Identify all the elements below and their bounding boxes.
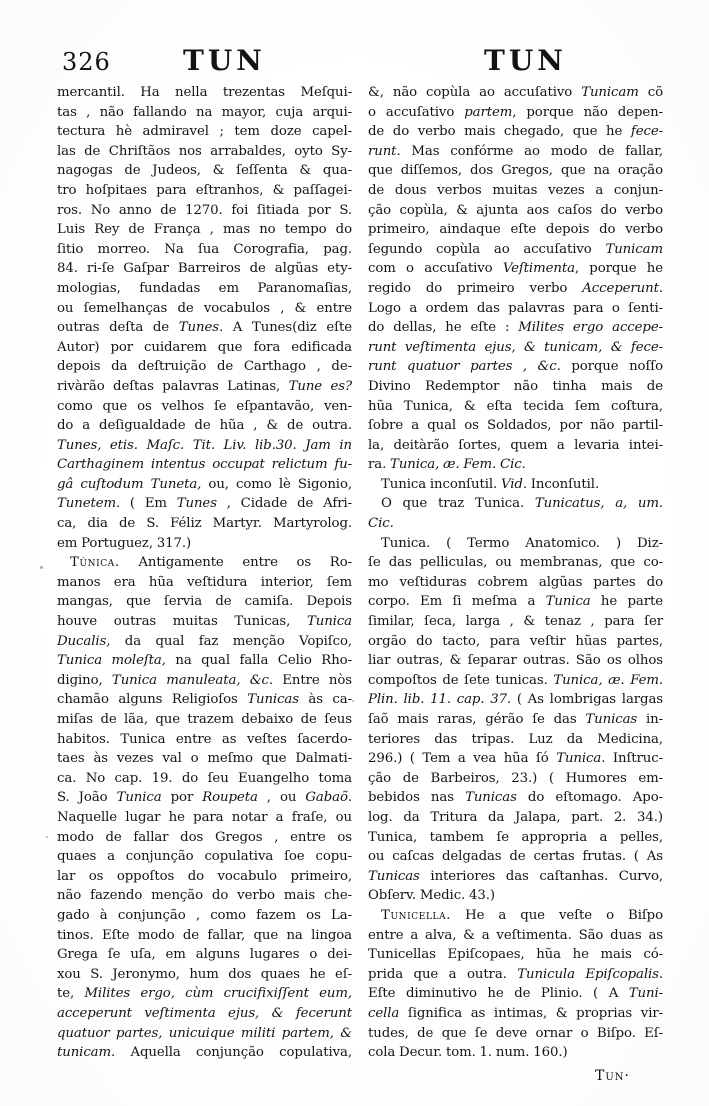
body-text: Divino Redemptor não tinha mais de [368,378,663,394]
body-text: com o accuſativo [368,261,503,277]
body-text: cola Decur. tom. 1. num. 160.) [368,1045,568,1061]
body-text: habitos. Tunica entre as veſtes ſacerdo- [57,731,352,747]
text-line [368,240,663,260]
text-line [57,592,352,612]
text-line [57,984,352,1004]
text-line [57,769,352,789]
text-line [368,867,663,887]
italic-text: Vid [500,476,523,492]
text-line [368,259,663,279]
body-text: prida que a outra. [368,966,518,982]
italic-text: Tunica, æ. Fem. [553,672,663,688]
body-text: Aquella conjunção copulativa, [115,1045,352,1061]
body-text: Naquelle lugar he para notar a fraſe, ou [57,809,352,825]
text-line [368,1004,663,1024]
body-text: , porque he [574,261,664,277]
italic-text: Tunica manuleata, &c. [111,672,273,688]
text-line [57,1043,352,1063]
text-line [368,553,663,573]
text-line [57,514,352,534]
text-line [368,455,663,475]
body-text: miſas de lãa, que trazem debaixo de ſeus [57,712,352,727]
text-line [368,945,663,965]
body-text: o accuſativo [368,104,465,120]
italic-text: Gabaõ [305,790,348,806]
italic-text: quatuor partes, unicuique militi partem, & [57,1025,352,1041]
text-line [57,161,352,181]
italic-text: fece- [630,124,663,140]
body-text: Antigamente entre os Ro- [119,555,352,571]
body-text: na qual falla Celio Rho- [165,653,352,669]
body-text: bebidos nas [368,790,466,806]
text-line [57,788,352,808]
text-line [368,730,663,750]
text-line [368,494,663,514]
body-text: hũa Tunica, & eſta tecida ſem coſtura, [368,398,663,414]
body-text: in- [637,712,663,727]
body-text: He a que veſte o Biſpo [451,907,663,923]
italic-text: runt [368,143,397,159]
body-text: mercantil. Ha nella trezentas Meſqui- [57,85,352,100]
body-text: . Mas confórme ao modo de fallar, [396,143,663,159]
text-line [368,103,663,123]
italic-text: Tunes, etis. Maſc. Tit. Liv. lib.30. Jam in [57,437,352,453]
text-line [57,397,352,417]
text-line [57,181,352,201]
text-line [368,122,663,142]
text-line [57,690,352,710]
text-line [368,436,663,456]
text-line [57,710,352,730]
body-text: las de Chriſtãos nos arrabaldes, oyto Sy- [57,143,352,159]
body-text: ſignifica as intimas, & proprias vir- [399,1005,663,1021]
text-line [368,1024,663,1044]
body-text: do eſtomago. Apo- [516,790,663,806]
body-text: ra. [368,457,391,473]
body-text: nagogas de Judeos, & ſeſſenta & qua- [57,163,352,179]
italic-text: Acceperunt [582,280,659,296]
body-text: tro hoſpitaes para eſtranhos, & paſſagei- [57,182,352,198]
text-line [368,651,663,671]
italic-text: Veſtimenta [502,261,575,277]
body-text: às ca- [298,692,353,708]
body-text: quaes a conjunção copulativa ſoe copu- [57,849,352,865]
body-text: mologias, fundadas em Paranomaſias, [57,280,352,296]
body-text: ca. No cap. 19. do ſeu Euangelho toma [57,770,352,786]
italic-text: Tunicas [368,868,420,884]
body-text: em Portuguez, 317.) [57,535,192,551]
text-line [57,553,352,573]
body-text: por [161,790,203,806]
body-text: Tunica, tambem ſe appropria a pelles, [368,829,663,845]
body-text: digino, [57,672,112,688]
text-line [368,808,663,828]
body-text: tas , não fallando na mayor, cuja arqui- [57,104,352,120]
text-line [57,103,352,123]
text-line [57,338,352,358]
text-line [368,416,663,436]
italic-text: Tunicas [585,712,638,727]
body-text: liar outras, & ſeparar outras. São os olhos [368,653,663,669]
italic-text: Tunicula Epiſcopalis. [517,966,664,982]
italic-text: Tunicatus, a, um. [534,496,664,512]
italic-text: partem [464,104,513,120]
body-text: . Inconſutil. [522,476,600,492]
body-text: taes às vezes val o meſmo que Dalmati- [57,751,352,767]
text-line [368,338,663,358]
body-text: Tunica. ( Termo Anatomico. ) Diz- [381,535,663,551]
body-text: cõ [638,85,663,100]
body-text: do dellas, he eſte : [368,320,519,336]
text-line [368,279,663,299]
body-text: ( Em [120,496,177,512]
scan-speck [40,566,43,569]
catchword: Tun· [595,1068,630,1084]
text-line [368,534,663,554]
body-text: . [347,790,352,806]
text-line [57,475,352,495]
body-text: , Cidade de Afri- [216,496,352,512]
body-text: la, deitàrão ſortes, quem a levaria intei- [368,437,663,453]
body-text: Obſerv. Medic. 43.) [368,888,495,904]
scan-speck [352,700,354,702]
text-line [57,377,352,397]
text-line [368,397,663,417]
text-line [368,220,663,240]
text-line [57,299,352,319]
text-line [57,671,352,691]
text-line [368,690,663,710]
headword-smallcaps: Tûnica. [70,555,120,571]
text-line [368,965,663,985]
body-text: ſe das pelliculas, ou membranas, que co- [368,555,663,571]
text-line [57,318,352,338]
italic-text: Milites ergo, cùm crucifixiſſent eum, [84,986,353,1002]
text-line [368,612,663,632]
body-text: interiores das caſtanhas. Curvo, [419,868,663,884]
text-line [368,377,663,397]
right-column [368,83,663,1063]
text-line [368,886,663,906]
body-text: ção copùla, & ajunta aos caſos do verbo [368,202,663,218]
body-text: teriores das tripas. Luz da Medicina, [368,731,663,747]
body-text: Autor) por cuidarem que fora edificada [57,339,352,355]
italic-text: tunicam. [57,1045,116,1061]
body-text: ou, como lè Sigonio, [201,476,352,492]
text-line [368,769,663,789]
body-text: log. da Tritura da Jalapa, part. 2. 34.) [368,809,663,825]
italic-text: Ducalis, [57,633,111,649]
body-text: modo de fallar dos Gregos , entre os [57,829,352,845]
body-text: ros. No anno de 1270. foi ſitiada por S. [57,202,352,218]
text-line [368,514,663,534]
text-line [368,161,663,181]
text-line [57,926,352,946]
body-text: rivàrão deſtas palavras Latinas, [57,378,289,394]
body-text: tinos. Eſte modo de fallar, que na lingoa [57,927,352,943]
text-line [57,847,352,867]
body-text: he parte [590,594,663,610]
body-text: lar os oppoſtos do vocabulo primeiro, [57,868,352,884]
scan-speck [46,836,48,838]
italic-text: Tunetem. [57,496,121,512]
body-text: ( As lombrigas largas [511,692,663,708]
text-line [57,142,352,162]
italic-text: Plin. lib. 11. cap. 37. [368,692,512,708]
italic-text: Tunica [306,614,352,630]
italic-text: Milites ergo accepe- [518,320,663,336]
text-line [57,201,352,221]
body-text: Grega ſe uſa, em alguns lugares o dei- [57,947,352,963]
body-text: manos era hũa veſtidura interior, ſem [57,574,352,590]
italic-text: Tunicam [581,85,639,100]
italic-text: Tuni- [628,986,663,1002]
body-text: Eſte diminutivo he de Plinio. ( A [368,986,629,1002]
text-line [368,984,663,1004]
text-line [57,534,352,554]
running-title-left: TUN [183,44,266,77]
text-line [57,632,352,652]
text-line [57,436,352,456]
body-text: houve outras muitas Tunicas, [57,614,307,630]
body-text: tudes, de que ſe deve ornar o Biſpo. Eſ- [368,1025,663,1041]
text-line [368,181,663,201]
text-line [57,612,352,632]
text-line [57,651,352,671]
text-line [57,259,352,279]
text-line [57,965,352,985]
body-text: 296.) ( Tem a vea hũa ſó [368,751,557,767]
body-text: , porque não depen- [512,104,663,120]
text-line [57,1024,352,1044]
text-line [368,632,663,652]
body-text: &, não copùla ao accuſativo [368,85,582,100]
body-text: xou S. Jeronymo, hum dos quaes he eſ- [57,966,352,982]
body-text: O que traz Tunica. [381,496,535,512]
text-line [368,710,663,730]
body-text: ſitio morreo. Na ſua Corografia, pag. [57,241,352,257]
body-text: primeiro, aindaque eſte depois do verbo [368,222,663,238]
italic-text: Tunes [176,496,217,512]
body-text: de do verbo mais chegado, que he [368,124,631,140]
text-line [57,279,352,299]
text-line [368,83,663,103]
page-number: 326 [62,48,111,76]
body-text: que diſſemos, dos Gregos, que na oração [368,163,663,179]
body-text: ſaõ mais raras, gérão ſe das [368,712,586,727]
italic-text: Tunica [545,594,591,610]
body-text: não fazendo menção do verbo mais che- [57,888,352,904]
body-text: corpo. Em ſi meſma a [368,594,546,610]
text-line [57,730,352,750]
italic-text: gâ cuſtodum Tuneta, [57,476,202,492]
text-line [368,475,663,495]
headword-smallcaps: Tunicella. [381,907,452,923]
text-line [368,828,663,848]
body-text: . Inſtruc- [601,751,663,767]
text-line [57,416,352,436]
left-column [57,83,352,1063]
body-text: te, [57,986,85,1002]
italic-text: Tunica [116,790,162,806]
text-line [368,671,663,691]
italic-text: cella [368,1005,400,1021]
body-text: porque noſſo [560,359,663,375]
italic-text: runt veſtimenta ejus, & tunicam, & fece- [368,339,663,355]
body-text: S. João [57,790,117,806]
text-line [57,122,352,142]
body-text: . [658,280,663,296]
body-text: ção de Barbeiros, 23.) ( Humores em- [368,770,663,786]
text-line [57,867,352,887]
body-text: depois da deſtruição de Carthago , de- [57,359,352,375]
body-text: ſobre a qual os Soldados, por não partil- [368,418,663,434]
text-line [368,906,663,926]
text-line [368,201,663,221]
italic-text: Tunicas [465,790,517,806]
text-line [57,749,352,769]
text-line [57,906,352,926]
body-text: tectura hè admiravel ; tem doze capel- [57,124,352,140]
text-line [57,1004,352,1024]
body-text: mangas, que ſervia de camiſa. Depois [57,594,352,610]
body-text: ou ſemelhanças de vocabulos , & entre [57,300,352,316]
italic-text: Tunicas [247,692,299,708]
running-title-right: TUN [484,44,567,77]
text-line [368,847,663,867]
text-line [57,455,352,475]
body-text: de dous verbos muitas vezes a conjun- [368,182,663,198]
body-text: ſegundo copùla ao accuſativo [368,241,606,257]
text-line [368,788,663,808]
body-text: ou caſcas delgadas de certas frutas. ( As [368,849,663,865]
body-text: . A Tunes(diz eſte [218,320,352,336]
body-text: Luis Rey de França , mas no tempo do [57,222,352,238]
text-line [57,240,352,260]
italic-text: Tunica moleſta, [57,653,166,669]
body-text: ſimilar, ſeca, larga , & tenaz , para ſer [368,614,663,630]
body-text: Logo a ordem das palavras para o ſenti- [368,300,663,316]
italic-text: Roupeta [202,790,258,806]
body-text: gado à conjunção , como fazem os La- [57,907,352,923]
italic-text: Tunica, æ. Fem. Cic. [390,457,526,473]
text-line [368,318,663,338]
italic-text: runt quatuor partes , &c. [368,359,561,375]
text-line [368,299,663,319]
body-text: entre a alva, & a veſtimenta. São duas as [368,927,663,943]
body-text: Tunica inconſutil. [381,476,501,492]
body-text: como que os velhos ſe eſpantavão, ven- [57,398,352,414]
body-text: mo veſtiduras cobrem algũas partes do [368,574,663,590]
italic-text: Tunica [556,751,602,767]
text-line [368,142,663,162]
body-text: 84. ri-ſe Gaſpar Barreiros de algũas ety- [57,261,352,277]
italic-text: Cic. [368,516,394,532]
text-line [368,926,663,946]
body-text: da qual faz menção Vopiſco, [110,633,352,649]
text-line [57,828,352,848]
italic-text: Tune es? [288,378,352,394]
body-text: ca, dia de S. Féliz Martyr. Martyrolog. [57,516,352,532]
body-text: Tunicellas Epiſcopaes, hũa he mais có- [368,947,663,963]
text-line [57,808,352,828]
body-text: outras deſta de [57,320,179,336]
text-line [368,749,663,769]
body-text: chamão alguns Religioſos [57,692,248,708]
body-text: , ou [257,790,306,806]
body-text: regido do primeiro verbo [368,280,583,296]
text-line [57,357,352,377]
text-line [57,945,352,965]
body-text: Entre nòs [272,672,352,688]
text-line [57,220,352,240]
italic-text: Carthaginem intentus occupat relictum fu- [57,457,352,473]
italic-text: Tunes [178,320,219,336]
text-line [368,357,663,377]
text-line [368,1043,663,1063]
text-line [57,886,352,906]
body-text: do a deſigualdade de hũa , & de outra. [57,418,352,434]
text-line [368,592,663,612]
text-line [368,573,663,593]
italic-text: Tunicam [605,241,663,257]
text-line [57,573,352,593]
italic-text: acceperunt veſtimenta ejus, & fecerunt [57,1005,352,1021]
text-line [57,83,352,103]
body-text: orgão do tacto, para veſtir hũas partes, [368,633,663,649]
text-line [57,494,352,514]
body-text: compoſtos de ſete tunicas. [368,672,554,688]
